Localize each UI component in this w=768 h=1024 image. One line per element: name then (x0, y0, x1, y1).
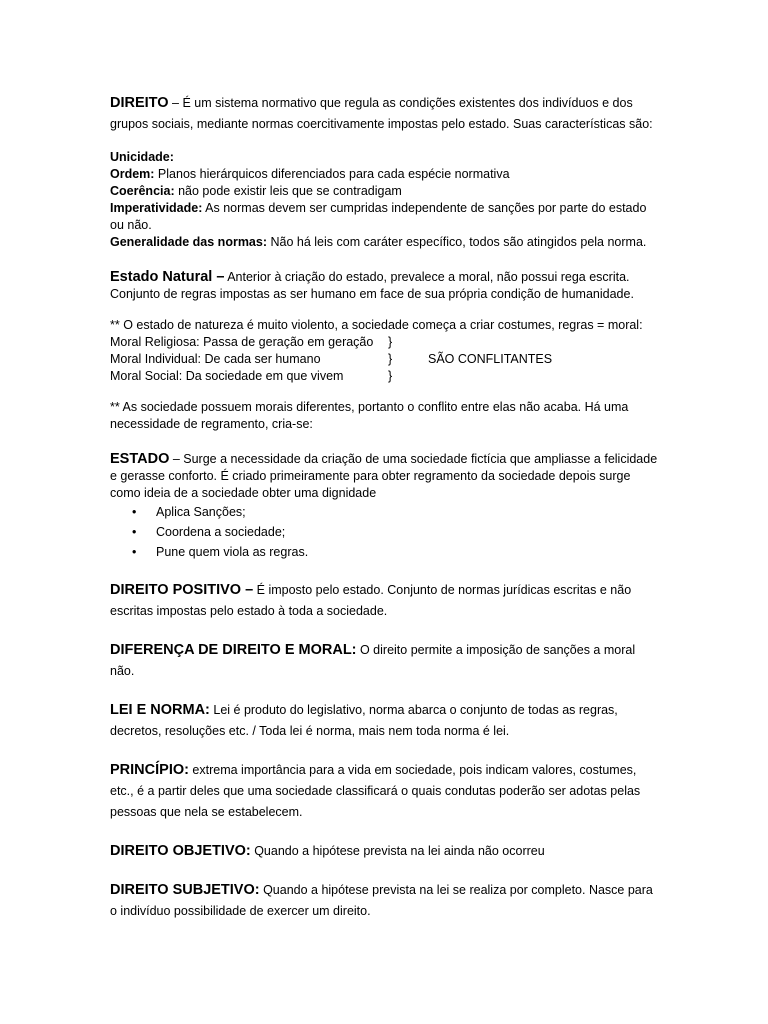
heading-direito-positivo: DIREITO POSITIVO – (110, 582, 254, 598)
characteristic-item: Coerência: não pode existir leis que se contradigam (110, 184, 402, 198)
paragraph-estado (110, 451, 660, 502)
document-body (110, 93, 660, 922)
heading-direito-subjetivo: DIREITO SUBJETIVO: (110, 882, 260, 898)
text-direito: – É um sistema normativo que regula as condições existentes dos indivíduos e dos grupos sociais, mediante normas coercitivamente impostas pelo estado. Suas características são: (110, 96, 653, 131)
paragraph-diferenca (110, 640, 660, 682)
characteristic-item: Unicidade: (110, 150, 174, 164)
paragraph-direito-positivo (110, 580, 660, 622)
characteristics-list (110, 149, 660, 251)
moral-row: Moral Social: Da sociedade em que vivem } (110, 369, 393, 383)
text-lei-norma: Lei é produto do legislativo, norma abarca o conjunto de todas as regras, decretos, resoluções etc. / Toda lei é norma, mais nem toda norma é lei. (110, 703, 618, 738)
list-item: • Pune quem viola as regras. (110, 542, 660, 562)
heading-diferenca: DIFERENÇA DE DIREITO E MORAL: (110, 642, 357, 658)
text-estado-natural: Anterior à criação do estado, prevalece a moral, não possui rega escrita. Conjunto de regras impostas as ser humano em face de sua própria condição de humanidade. (110, 270, 634, 301)
note-morais-diferentes: ** As sociedade possuem morais diferentes, portanto o conflito entre elas não acaba. Há uma necessidade de regramento, cria-se: (110, 400, 629, 431)
list-item: • Aplica Sanções; (110, 502, 660, 522)
moral-row: Moral Individual: De cada ser humano } SÃO CONFLITANTES (110, 352, 553, 366)
characteristic-item: Imperatividade: As normas devem ser cumpridas independente de sanções por parte do estado ou não. (110, 201, 647, 232)
estado-bullets (110, 502, 660, 562)
heading-direito: DIREITO (110, 95, 169, 111)
list-item: • Coordena a sociedade; (110, 522, 660, 542)
moral-row: Moral Religiosa: Passa de geração em geração } (110, 335, 393, 349)
characteristic-item: Generalidade das normas: Não há leis com caráter específico, todos são atingidos pela norma. (110, 235, 647, 249)
paragraph-estado-natural (110, 269, 660, 303)
conflict-note: SÃO CONFLITANTES (428, 352, 553, 366)
heading-estado-natural: Estado Natural – (110, 269, 225, 285)
paragraph-principio (110, 760, 660, 823)
paragraph-lei-norma (110, 700, 660, 742)
heading-direito-objetivo: DIREITO OBJETIVO: (110, 843, 251, 859)
paragraph-direito-objetivo (110, 841, 660, 862)
text-estado: – Surge a necessidade da criação de uma sociedade fictícia que ampliasse a felicidade e gerasse conforto. É criado primeiramente para obter regramento da sociedade depois surge como ideia de a sociedade obter uma dignidade (110, 452, 658, 500)
text-direito-objetivo: Quando a hipótese prevista na lei ainda não ocorreu (250, 844, 545, 858)
paragraph-direito-subjetivo (110, 880, 660, 922)
note-estado-natureza: ** O estado de natureza é muito violento, a sociedade começa a criar costumes, regras = moral: (110, 318, 643, 332)
text-diferenca: O direito permite a imposição de sanções a moral não. (110, 643, 636, 678)
text-direito-subjetivo: Quando a hipótese prevista na lei se realiza por completo. Nasce para o indivíduo possibilidade de exercer um direito. (110, 883, 653, 918)
characteristic-item: Ordem: Planos hierárquicos diferenciados para cada espécie normativa (110, 167, 510, 181)
text-direito-positivo: É imposto pelo estado. Conjunto de normas jurídicas escritas e não escritas impostas pelo estado à toda a sociedade. (110, 583, 632, 618)
paragraph-direito (110, 93, 660, 135)
morals-table (110, 334, 660, 385)
text-principio: extrema importância para a vida em sociedade, pois indicam valores, costumes, etc., é a partir deles que uma sociedade classificará o quais condutas poderão ser adotas pelas pessoas que nela se estabelecem. (110, 763, 641, 819)
heading-estado: ESTADO (110, 451, 170, 467)
heading-lei-norma: LEI E NORMA: (110, 702, 210, 718)
heading-principio: PRINCÍPIO: (110, 762, 189, 778)
